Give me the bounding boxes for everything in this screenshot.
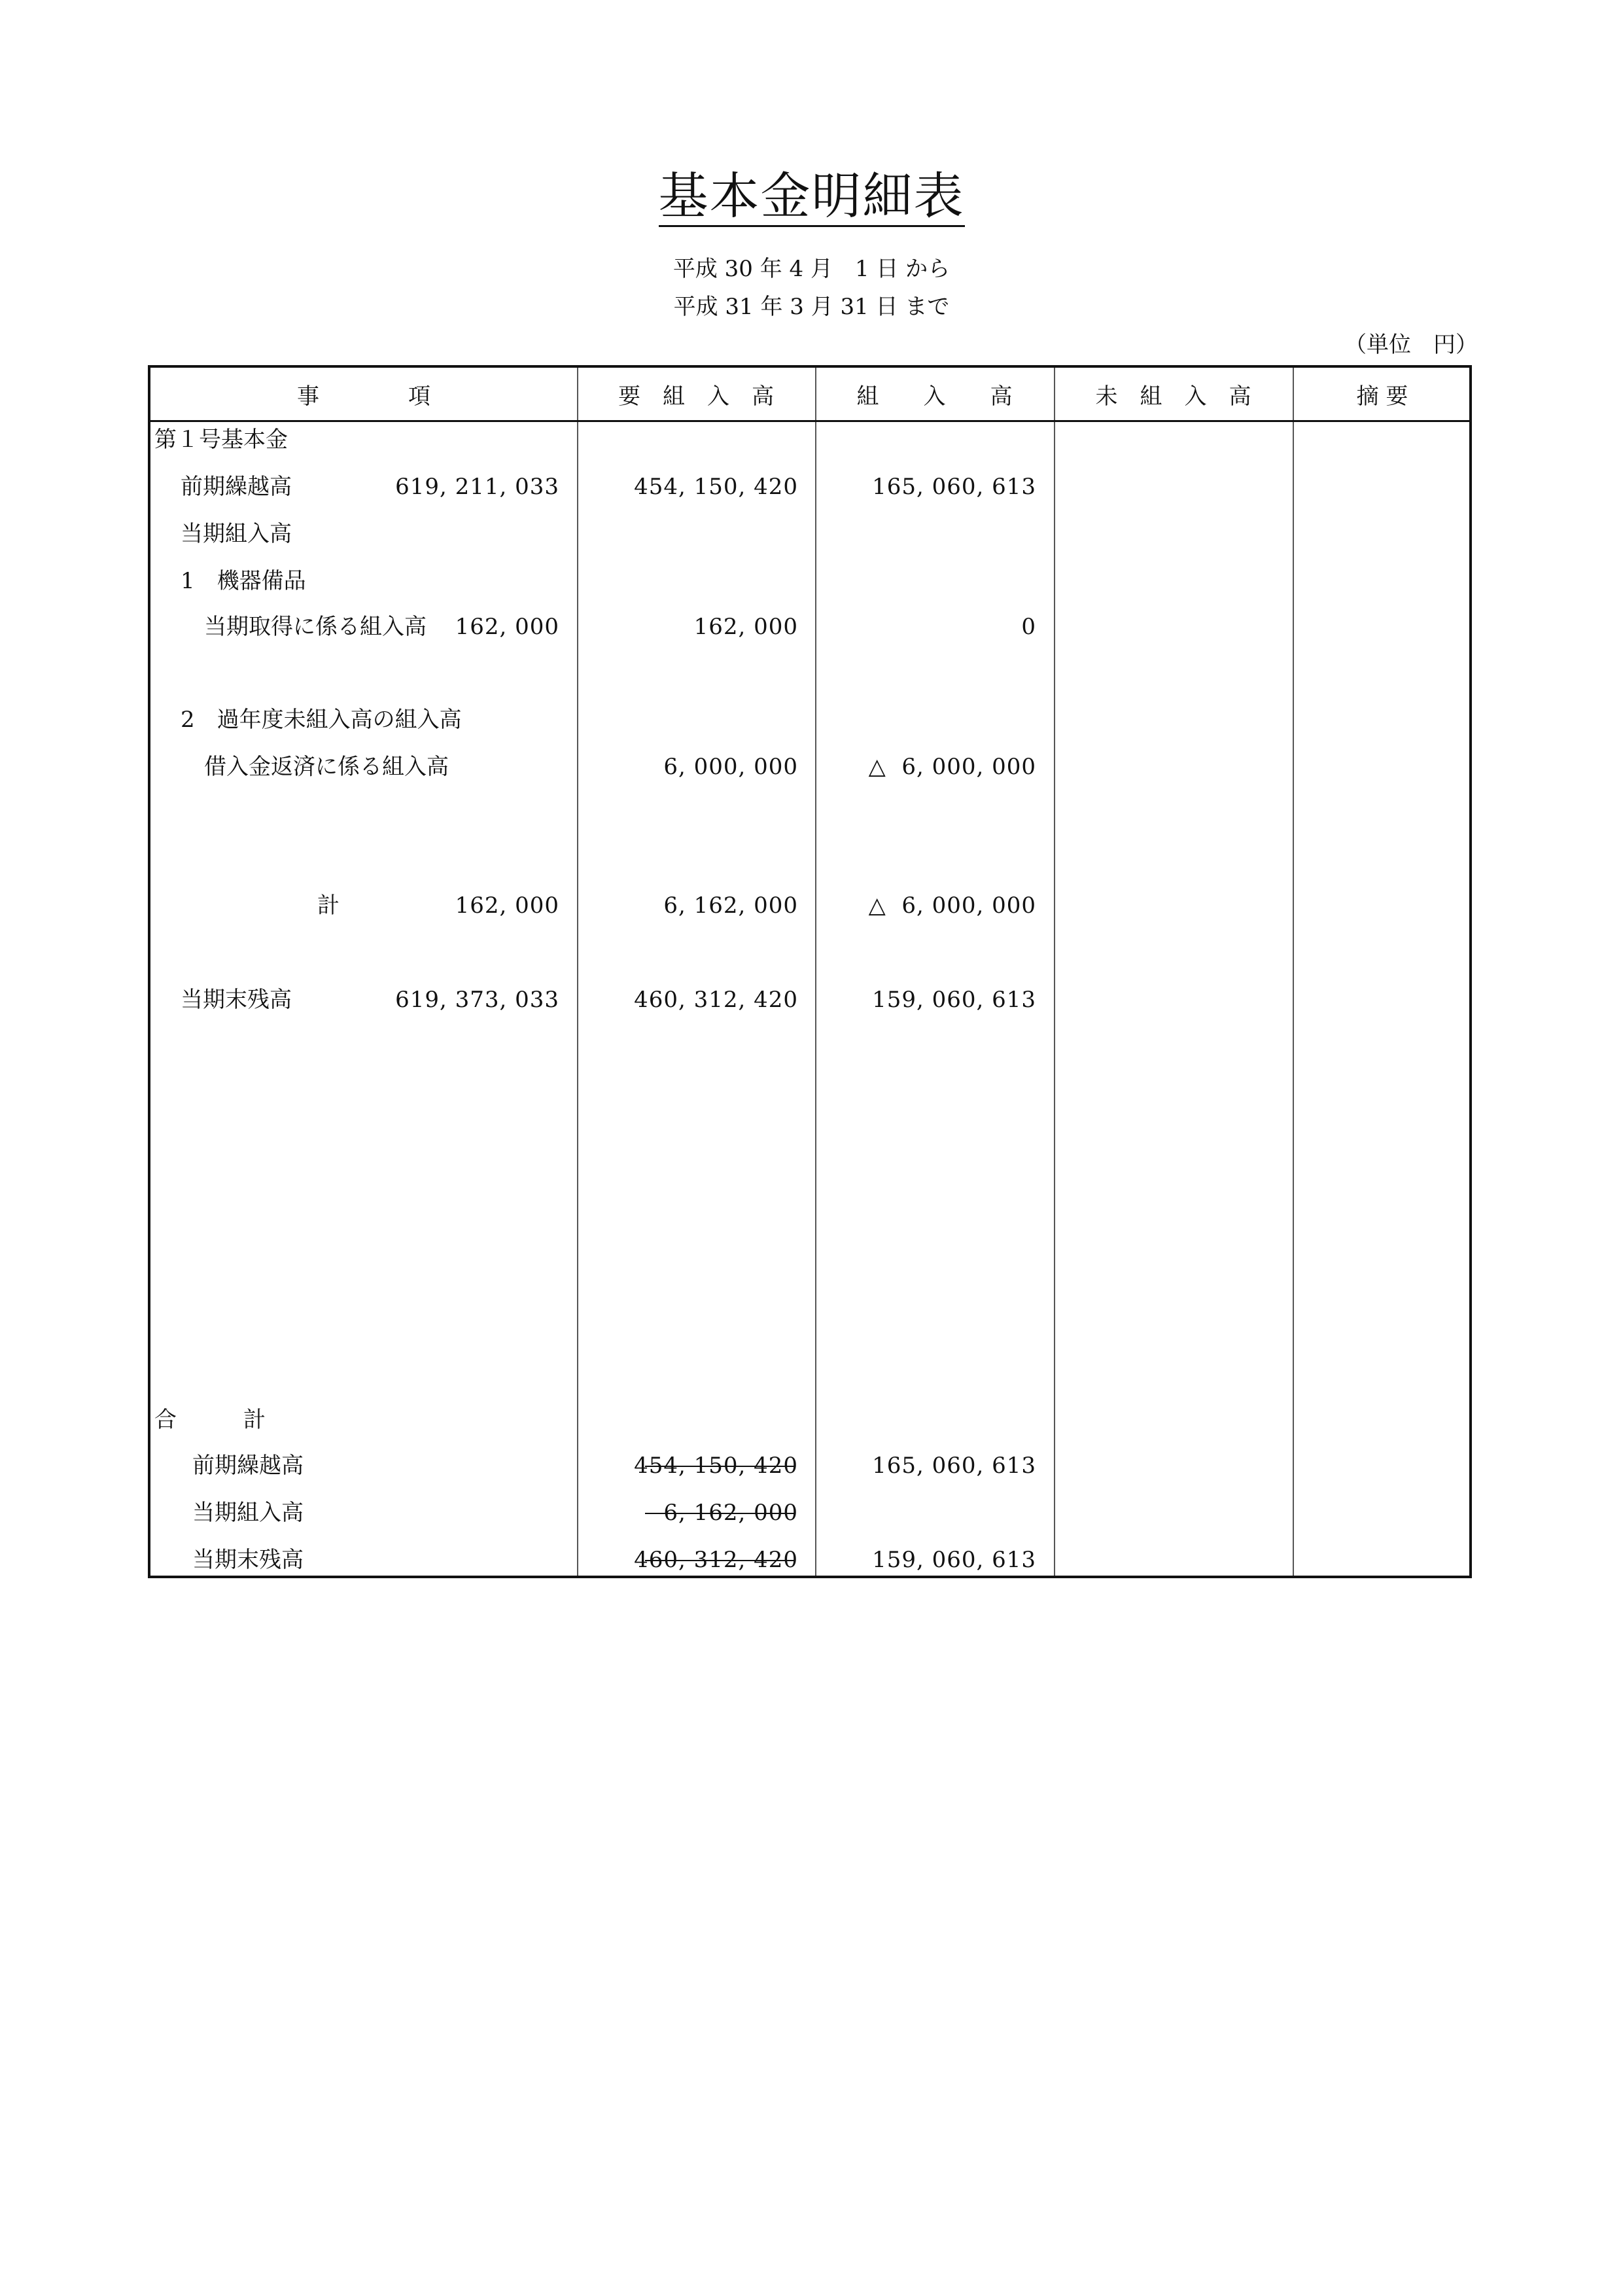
unit-label: （単位 円） (1344, 332, 1478, 358)
not-incorporated-value: 165, 060, 613 (872, 474, 1036, 500)
row-label: 2 過年度未組入高の組入高 (181, 707, 462, 733)
required-value: 162, 000 (455, 614, 559, 640)
required-value: 162, 000 (455, 892, 559, 919)
totals-header-row (150, 1400, 1469, 1439)
row-label: 計 (317, 892, 340, 919)
required-value: 619, 373, 033 (395, 987, 559, 1013)
header-remarks: 摘 要 (1356, 383, 1408, 410)
not-incorporated-value: 165, 060, 613 (872, 1453, 1036, 1479)
row-label: 当期末残高 (192, 1547, 304, 1573)
row-label: 当期末残高 (181, 987, 292, 1013)
table-row (150, 700, 1469, 739)
header-item: 事 項 (297, 383, 430, 410)
row-label: 当期取得に係る組入高 (204, 614, 427, 640)
table-row (150, 1446, 1469, 1485)
header-not-incorporated: 未 組 入 高 (1095, 383, 1251, 410)
row-label: 第１号基本金 (154, 427, 288, 453)
table-row (150, 467, 1469, 506)
not-incorporated-value: 159, 060, 613 (872, 1547, 1036, 1573)
period-from: 平成 30 年 4 月 1 日 から (672, 256, 951, 282)
incorporated-value: 460, 312, 420 (634, 1547, 798, 1573)
required-value: 619, 211, 033 (395, 474, 559, 500)
table-row (150, 514, 1469, 554)
incorporated-value: 162, 000 (693, 614, 798, 640)
document-title: 基本金明細表 (0, 171, 1623, 227)
table-row (150, 607, 1469, 646)
header-incorporated: 組 入 高 (856, 383, 1013, 410)
not-incorporated-value: 159, 060, 613 (872, 987, 1036, 1013)
row-label: 1 機器備品 (181, 568, 306, 594)
incorporated-value: 454, 150, 420 (634, 1453, 798, 1479)
row-label: 前期繰越高 (181, 474, 292, 500)
row-label: 当期組入高 (192, 1500, 304, 1526)
table-row (150, 886, 1469, 925)
incorporated-value: 6, 162, 000 (663, 1500, 798, 1526)
incorporated-value: 6, 000, 000 (663, 754, 798, 780)
totals-label: 合 計 (154, 1407, 266, 1433)
period-to: 平成 31 年 3 月 31 日 まで (673, 294, 950, 320)
row-label: 前期繰越高 (192, 1453, 304, 1479)
incorporated-value: 6, 162, 000 (663, 892, 798, 919)
table-row (150, 1540, 1469, 1580)
not-incorporated-value: △ 6, 000, 000 (868, 754, 1036, 780)
header-required: 要 組 入 高 (618, 383, 774, 410)
table-row (150, 561, 1469, 601)
row-label: 当期組入高 (181, 521, 292, 547)
incorporated-value: 460, 312, 420 (634, 987, 798, 1013)
capital-detail-table (148, 365, 1472, 1578)
incorporated-value: 454, 150, 420 (634, 474, 798, 500)
not-incorporated-value: △ 6, 000, 000 (868, 892, 1036, 919)
table-row (150, 420, 1469, 459)
row-label: 借入金返済に係る組入高 (204, 754, 449, 780)
not-incorporated-value: 0 (1021, 614, 1036, 640)
table-row (150, 1493, 1469, 1532)
table-row (150, 980, 1469, 1019)
table-row (150, 747, 1469, 786)
